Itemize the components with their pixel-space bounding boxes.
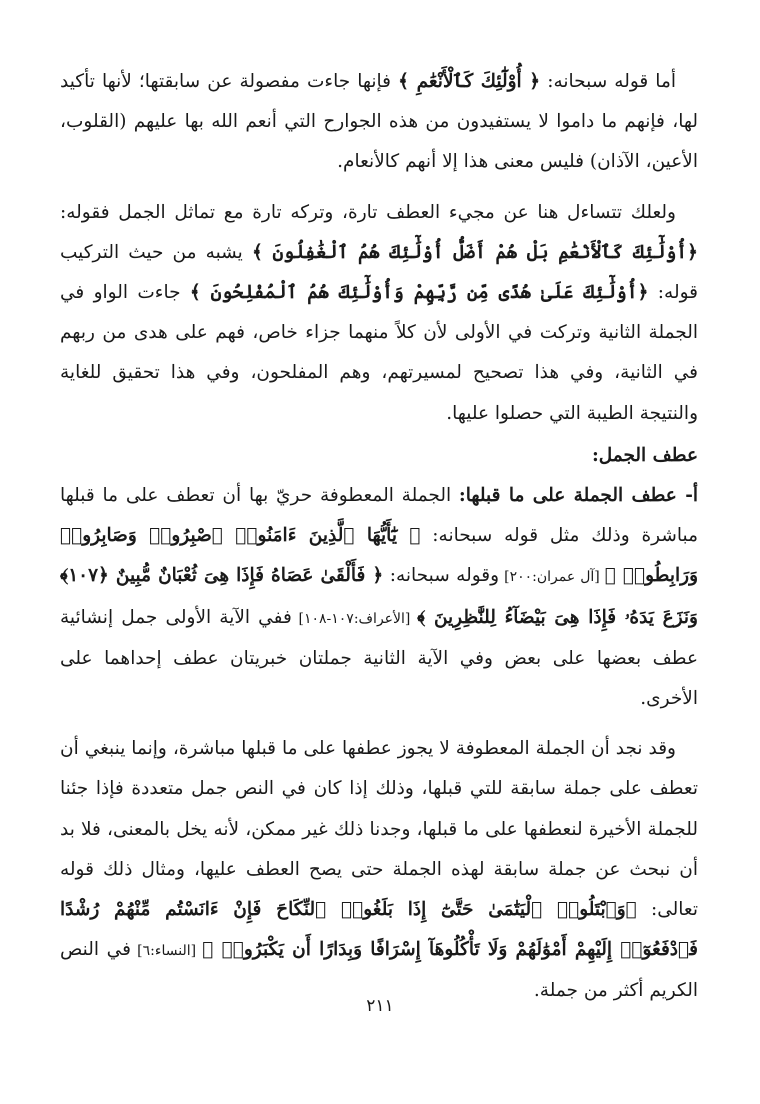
verse-reference: [الأعراف:١٠٧-١٠٨] [291, 610, 418, 627]
text: ولعلك تتساءل هنا عن مجيء العطف تارة، وتركه تارة مع تماثل الجمل فقوله: [60, 201, 676, 223]
paragraph-4 [60, 729, 698, 1011]
quran-verse: ﴿ يَٰٓأَيُّهَا ٱلَّذِينَ ءَامَنُوا۟ ٱصْبِرُوا۟ وَصَابِرُوا۟ وَرَابِطُوا۟ ﴾ [60, 525, 699, 587]
page-number: ٢١١ [366, 996, 394, 1016]
paragraph-3 [60, 476, 698, 719]
paragraph-1 [60, 62, 698, 183]
text: فإنها جاءت مفصولة عن سابقتها؛ لأنها تأكيد لها، فإنهم ما داموا لا يستفيدون من هذه الجوارح التي أنعم الله بها عليهم (القلوب، الأعين، الآذان) فليس معنى هذا إلا أنهم كالأنعام. [60, 71, 698, 173]
text: وقد نجد أن الجملة المعطوفة لا يجوز عطفها على ما قبلها مباشرة، وإنما ينبغي أن تعطف على جملة سابقة للتي قبلها، وذلك إذا كان في النص جمل متعددة فإذا جئنا للجملة الأخيرة لنعطفها على ما قبلها، وجدنا ذلك غير ممكن، لأنه يخل بالمعنى، فلا بد أن نبحث عن جملة سابقة لهذه الجملة حتى يصح العطف عليها، ومثال ذلك قوله تعالى: [60, 738, 698, 921]
verse-reference: [آل عمران:٢٠٠] [499, 569, 605, 586]
quran-verse: ﴿وَٱبْتَلُوا۟ ٱلْيَتَٰمَىٰ حَتَّىٰٓ إِذَا بَلَغُوا۟ ٱلنِّكَاحَ فَإِنْ ءَانَسْتُم مِّنْهُمْ رُشْدًا فَٱدْفَعُوٓا۟ إِلَيْهِمْ أَمْوَٰلَهُمْ وَلَا تَأْكُلُوهَآ إِسْرَافًا وَبِدَارًا أَن يَكْبَرُوا۟ ﴾ [60, 899, 698, 961]
text: الجملة المعطوفة حريّ بها أن تعطف على ما قبلها مباشرة وذلك مثل قوله سبحانه: [60, 485, 698, 547]
verse-reference: [النساء:٦] [130, 943, 203, 960]
text: ففي الآية الأولى جمل إنشائية عطف بعضها على بعض وفي الآية الثانية جملتان خبريتان عطف إحداهما على الأخرى. [60, 606, 698, 710]
text: وقوله سبحانه: [383, 565, 500, 587]
quran-verse: ﴿أُوْلَٰٓئِكَ كَٱلْأَنْعَٰمِ بَلْ هُمْ أَضَلُّ أُوْلَٰٓئِكَ هُمُ ٱلْغَٰفِلُونَ ﴾ [251, 241, 698, 263]
text: في النص الكريم أكثر من جملة. [60, 939, 698, 1002]
quran-verse: ﴿ أُوْلَٰٓئِكَ كَٱلْأَنْعَٰمِ ﴾ [398, 71, 541, 92]
text: أما قوله سبحانه: [540, 71, 676, 92]
section-heading: عطف الجمل: [591, 444, 698, 466]
text: جاءت الواو في الجملة الثانية وتركت في الأولى لأن كلاً منهما جزاء خاص، فهم على هدى من ربهم في الثانية، وفي هذا تصحيح لمسيرتهم، وهم المفلحون، وفي هذا تحقيق للغاية والنتيجة الطيبة التي حصلوا عليها. [60, 282, 698, 424]
text: يشبه من حيث التركيب قوله: [60, 241, 698, 304]
paragraph-2 [60, 193, 698, 434]
subheading: أ- عطف الجملة على ما قبلها: [458, 485, 699, 507]
quran-verse: ﴿أُوْلَٰٓئِكَ عَلَىٰ هُدًى مِّن رَّبِّهِمْ وَأُوْلَٰٓئِكَ هُمُ ٱلْمُفْلِحُونَ ﴾ [189, 282, 649, 304]
quran-verse: ﴿ فَأَلْقَىٰ عَصَاهُ فَإِذَا هِىَ ثُعْبَانٌ مُّبِينٌ ﴿١٠٧﴾ وَنَزَعَ يَدَهُۥ فَإِذَا هِىَ بَيْضَآءُ لِلنَّٰظِرِينَ ﴾ [60, 565, 698, 628]
